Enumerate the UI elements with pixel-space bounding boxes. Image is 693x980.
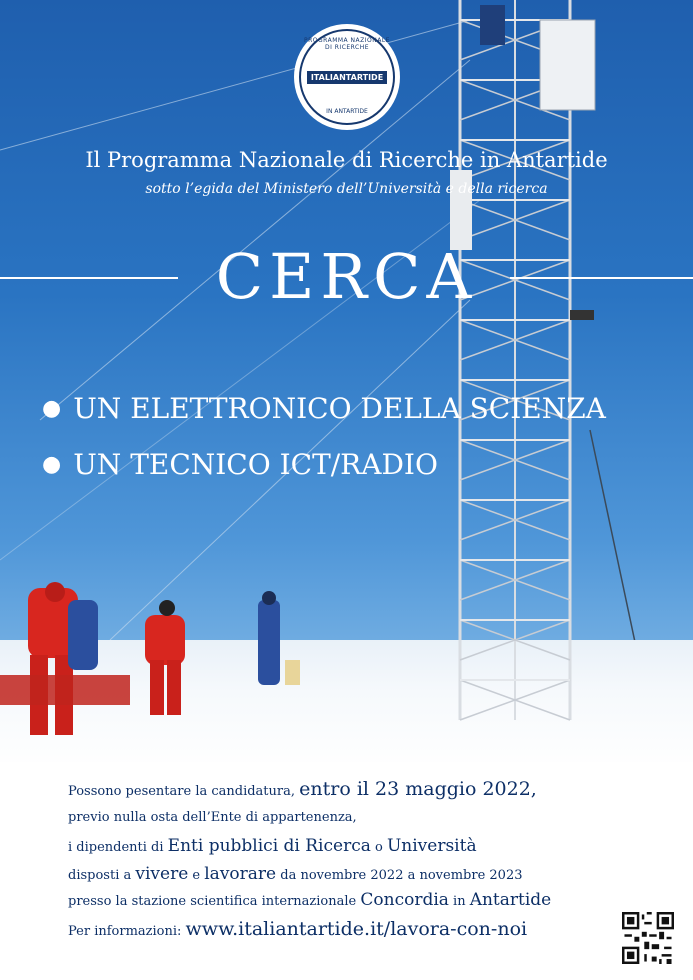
deadline-text: entro il 23 maggio 2022,	[299, 778, 537, 800]
headline: CERCA	[215, 240, 478, 313]
info-text: e	[188, 868, 205, 883]
field-team	[0, 580, 300, 760]
headline-rule-right	[510, 277, 693, 279]
info-line-station	[68, 890, 551, 910]
position-item-1	[42, 392, 606, 425]
logo-ring-bottom-text: IN ANTARTIDE	[326, 108, 368, 115]
bullet-icon: ●	[42, 396, 62, 421]
info-text: Per informazioni:	[68, 924, 186, 939]
info-text: i dipendenti di	[68, 840, 168, 855]
emphasis-text: Antartide	[469, 890, 552, 910]
info-text: o	[370, 840, 387, 855]
emphasis-text: lavorare	[204, 864, 277, 884]
logo-ring-top-text: PROGRAMMA NAZIONALE DI RICERCHE	[304, 37, 390, 51]
program-title: Il Programma Nazionale di Ricerche in Antartide	[85, 148, 608, 172]
info-line-clearance	[68, 810, 357, 825]
emphasis-text: Enti pubblici di Ricerca	[167, 836, 371, 856]
bullet-icon: ●	[42, 452, 62, 477]
logo-seal	[299, 29, 395, 125]
emphasis-text: Concordia	[360, 890, 449, 910]
pnra-logo	[294, 24, 400, 130]
info-text: disposti a	[68, 868, 136, 883]
info-text: previo nulla osta dell’Ente di appartenenza,	[68, 810, 357, 825]
position-label: UN TECNICO ICT/RADIO	[73, 448, 438, 481]
info-line-period	[68, 864, 523, 884]
info-text: da novembre 2022 a novembre 2023	[276, 868, 523, 883]
emphasis-text: Università	[386, 836, 477, 856]
program-subtitle: sotto l’egida del Ministero dell’Università e della ricerca	[145, 181, 548, 197]
info-text: Possono pesentare la candidatura,	[68, 784, 300, 799]
qr-code-icon[interactable]	[622, 912, 674, 964]
info-text: in	[448, 894, 470, 909]
position-label: UN ELETTRONICO DELLA SCIENZA	[73, 392, 606, 425]
position-item-2	[42, 448, 438, 481]
logo-wordmark: ITALIANTARTIDE	[307, 71, 387, 84]
website-link[interactable]: www.italiantartide.it/lavora-con-noi	[185, 918, 528, 940]
emphasis-text: vivere	[135, 864, 189, 884]
info-line-eligible	[68, 836, 477, 856]
info-line-deadline	[68, 778, 537, 800]
info-text: presso la stazione scientifica internazionale	[68, 894, 361, 909]
radio-tower	[440, 0, 600, 740]
info-line-contact	[68, 918, 527, 940]
